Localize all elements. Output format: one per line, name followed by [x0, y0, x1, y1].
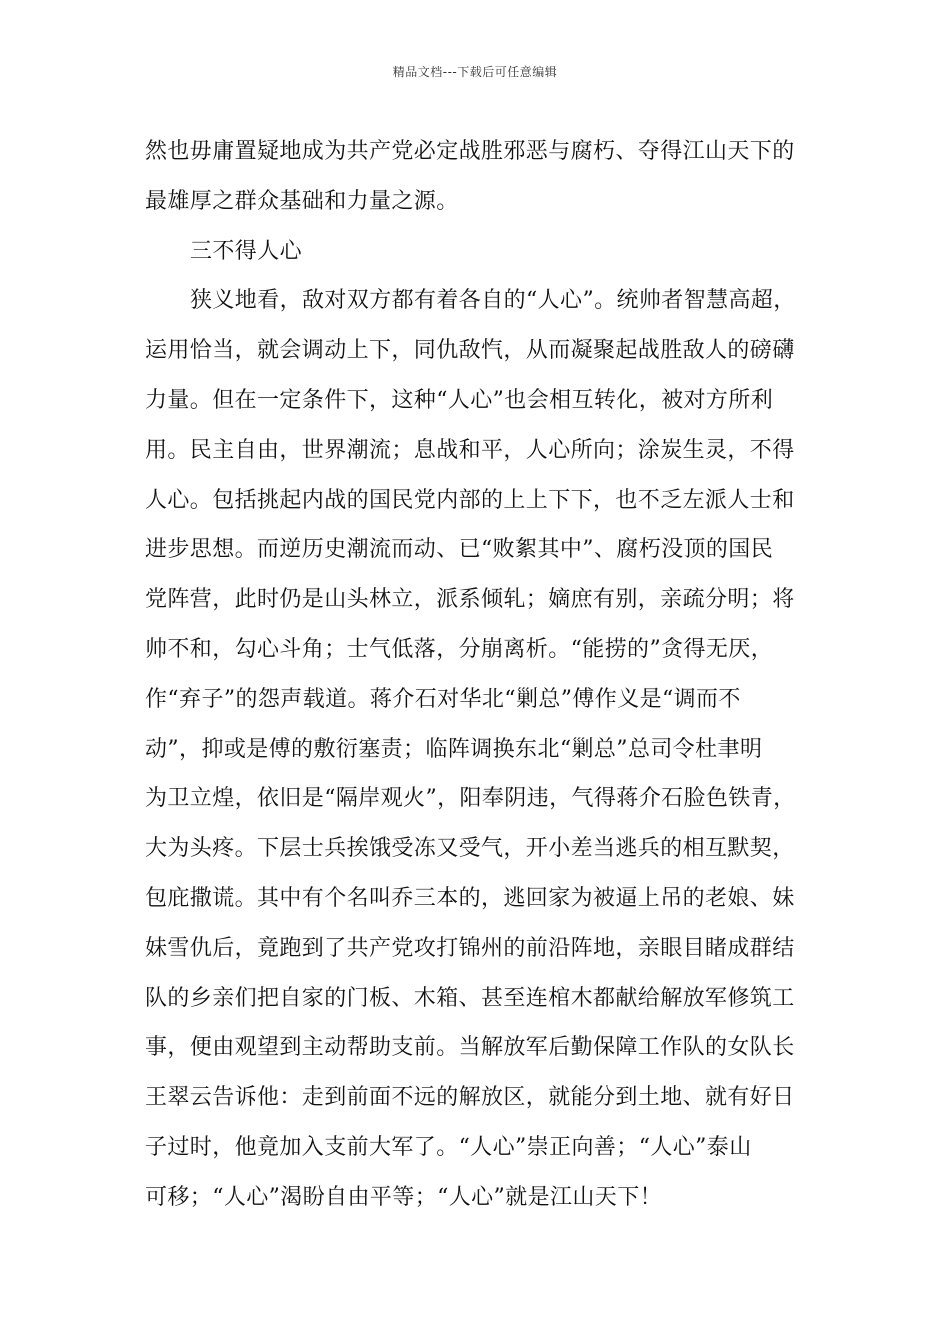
document-body: [145, 127, 815, 1223]
text-line: 狭义地看，敌对双方都有着各自的“人心”。统帅者智慧高超，: [190, 288, 796, 314]
text-line: 帅不和，勾心斗角；士气低落，分崩离析。“能捞的”贪得无厌，: [145, 636, 774, 662]
text-line: 动”，抑或是傅的敷衍塞责；临阵调换东北“剿总”总司令杜聿明: [145, 736, 763, 762]
text-line: 妹雪仇后，竟跑到了共产党攻打锦州的前沿阵地，亲眼目睹成群结: [145, 935, 795, 961]
text-line: 用。民主自由，世界潮流；息战和平，人心所向；涂炭生灵，不得: [145, 437, 795, 463]
page-header: 精品文档---下载后可任意编辑: [392, 65, 558, 79]
text-line: 子过时，他竟加入支前大军了。“人心”崇正向善；“人心”泰山: [145, 1134, 752, 1160]
text-line: 人心。包括挑起内战的国民党内部的上上下下，也不乏左派人士和: [145, 487, 795, 513]
text-line: 为卫立煌，依旧是“隔岸观火”，阳奉阴违，气得蒋介石脸色铁青，: [145, 786, 796, 812]
text-line: 然也毋庸置疑地成为共产党必定战胜邪恶与腐朽、夺得江山天下的: [145, 139, 795, 164]
text-line: 包庇撒谎。其中有个名叫乔三本的，逃回家为被逼上吊的老娘、妹: [145, 885, 795, 911]
text-line: 党阵营，此时仍是山头林立，派系倾轧；嫡庶有别，亲疏分明；将: [145, 587, 795, 613]
text-line: 最雄厚之群众基础和力量之源。: [145, 188, 459, 214]
text-line: 可移；“人心”渴盼自由平等；“人心”就是江山天下！: [145, 1184, 662, 1210]
text-line: 王翠云告诉他：走到前面不远的解放区，就能分到土地、就有好日: [145, 1085, 795, 1111]
section-heading: 三不得人心: [190, 238, 303, 264]
text-line: 事，便由观望到主动帮助支前。当解放军后勤保障工作队的女队长: [145, 1035, 795, 1061]
text-line: 力量。但在一定条件下，这种“人心”也会相互转化，被对方所利: [145, 387, 774, 413]
text-line: 队的乡亲们把自家的门板、木箱、甚至连棺木都献给解放军修筑工: [145, 985, 795, 1011]
text-line: 进步思想。而逆历史潮流而动、已“败絮其中”、腐朽没顶的国民: [145, 537, 774, 563]
text-line: 作“弃子”的怨声载道。蒋介石对华北“剿总”傅作义是“调而不: [145, 686, 741, 712]
text-line: 运用恰当，就会调动上下，同仇敌忾，从而凝聚起战胜敌人的磅礴: [145, 338, 795, 364]
text-line: 大为头疼。下层士兵挨饿受冻又受气，开小差当逃兵的相互默契，: [145, 836, 795, 862]
